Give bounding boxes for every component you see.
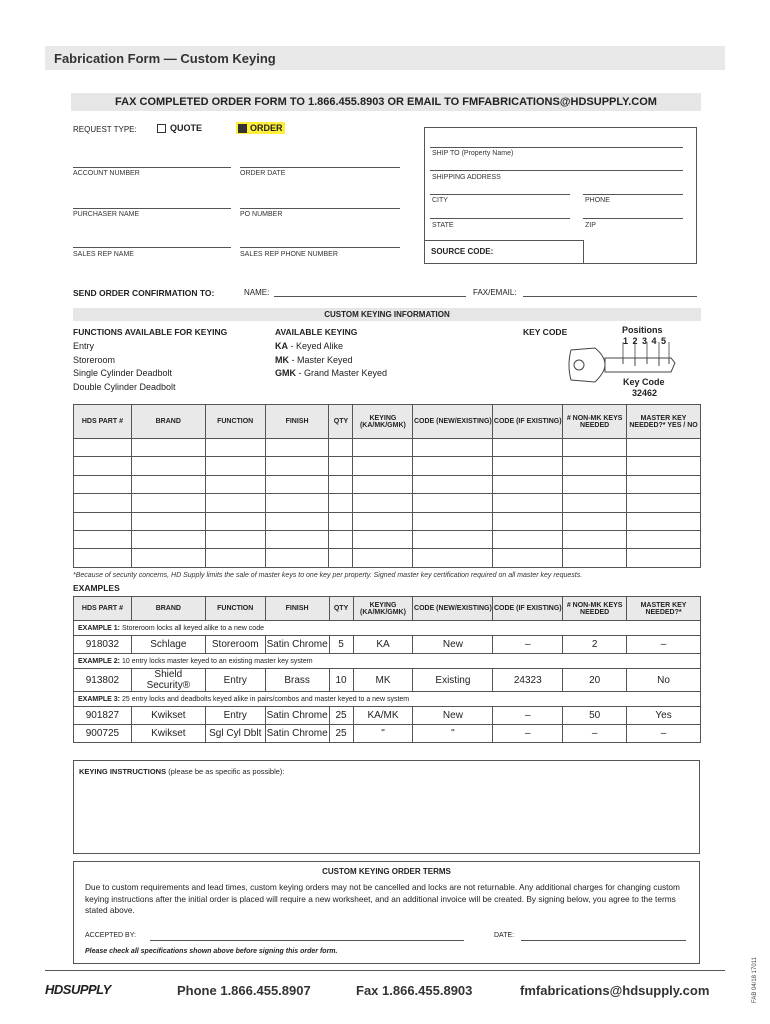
example-row [74, 669, 701, 692]
example-cell: – [563, 725, 627, 743]
order-cell[interactable] [413, 494, 493, 512]
sales-rep-phone-label: SALES REP PHONE NUMBER [240, 251, 338, 258]
example-cell: New [413, 636, 493, 654]
order-cell[interactable] [265, 530, 329, 548]
positions-label: Positions [622, 325, 663, 335]
order-cell[interactable] [205, 475, 265, 493]
order-cell[interactable] [563, 512, 627, 530]
order-cell[interactable] [627, 439, 701, 457]
request-type-label: REQUEST TYPE: [73, 125, 137, 134]
sales-rep-name-line[interactable] [73, 247, 231, 248]
example-cell: No [627, 669, 701, 692]
order-cell[interactable] [131, 494, 205, 512]
keying-item: GMK - Grand Master Keyed [275, 368, 388, 378]
example-desc: 25 entry locks and deadbolts keyed alike in pairs/combos and master keyed to a new system [121, 695, 410, 703]
col-header: HDS PART # [74, 405, 132, 439]
order-cell[interactable] [627, 549, 701, 567]
example-cell: Existing [413, 669, 493, 692]
order-cell[interactable] [493, 439, 563, 457]
example-cell: – [493, 707, 563, 725]
example-cell: Kwikset [131, 725, 205, 743]
footer-fax: Fax 1.866.455.8903 [356, 983, 473, 998]
order-cell[interactable] [563, 530, 627, 548]
order-cell[interactable] [329, 439, 353, 457]
keying-info-header: CUSTOM KEYING INFORMATION [73, 308, 701, 321]
order-cell[interactable] [131, 512, 205, 530]
city-line[interactable] [430, 194, 570, 195]
example-cell: Storeroom [205, 636, 265, 654]
address-line[interactable] [430, 170, 683, 171]
example-cell: 901827 [74, 707, 132, 725]
examples-heading: EXAMPLES [73, 583, 120, 593]
form-code: FAB 04/18 17011 [752, 957, 758, 1003]
functions-heading: FUNCTIONS AVAILABLE FOR KEYING [73, 327, 228, 337]
example-cell: KA/MK [353, 707, 413, 725]
order-cell[interactable] [563, 439, 627, 457]
order-cell[interactable] [353, 439, 413, 457]
order-option[interactable] [236, 122, 285, 134]
example-label: EXAMPLE 3: [78, 695, 121, 703]
account-number-label: ACCOUNT NUMBER [73, 170, 140, 177]
order-cell[interactable] [627, 494, 701, 512]
order-table-header [74, 405, 701, 439]
order-cell[interactable] [353, 457, 413, 475]
sales-rep-name-label: SALES REP NAME [73, 251, 134, 258]
order-cell[interactable] [329, 457, 353, 475]
date-line[interactable] [521, 940, 686, 941]
example-row [74, 636, 701, 654]
confirm-fax-line[interactable] [523, 296, 697, 297]
terms-note: Please check all specifications shown above before signing this order form. [85, 948, 338, 955]
state-label: STATE [432, 222, 454, 229]
order-cell[interactable] [353, 475, 413, 493]
po-number-label: PO NUMBER [240, 211, 283, 218]
city-label: CITY [432, 197, 448, 204]
order-cell[interactable] [74, 457, 132, 475]
example-cell: 900725 [74, 725, 132, 743]
footer-phone: Phone 1.866.455.8907 [177, 983, 311, 998]
order-cell[interactable] [74, 549, 132, 567]
example-desc: 10 entry locks master keyed to an existing master key system [121, 657, 313, 665]
example-label: EXAMPLE 1: [78, 624, 121, 632]
example-cell: " [353, 725, 413, 743]
confirm-name-line[interactable] [274, 296, 466, 297]
order-cell[interactable] [413, 439, 493, 457]
order-cell[interactable] [563, 457, 627, 475]
order-cell[interactable] [265, 494, 329, 512]
order-cell[interactable] [265, 475, 329, 493]
date-label: DATE: [494, 932, 515, 939]
order-cell[interactable] [74, 439, 132, 457]
order-cell[interactable] [353, 512, 413, 530]
order-cell[interactable] [627, 475, 701, 493]
example-cell: MK [353, 669, 413, 692]
example-cell: 24323 [493, 669, 563, 692]
example-cell: Entry [205, 669, 265, 692]
order-cell[interactable] [265, 549, 329, 567]
example-cell: Kwikset [131, 707, 205, 725]
po-number-line[interactable] [240, 208, 400, 209]
col-header: FINISH [265, 405, 329, 439]
functions-list [73, 340, 176, 394]
order-cell[interactable] [493, 494, 563, 512]
example-cell: Entry [205, 707, 265, 725]
example-label-row [74, 621, 701, 636]
function-item: Double Cylinder Deadbolt [73, 381, 176, 392]
example-cell: Satin Chrome [265, 707, 329, 725]
state-line[interactable] [430, 218, 570, 219]
order-cell[interactable] [493, 457, 563, 475]
keying-item: MK - Master Keyed [275, 354, 353, 365]
example-cell: Brass [265, 669, 329, 692]
sales-rep-phone-line[interactable] [240, 247, 400, 248]
available-keying-list [275, 340, 387, 381]
order-cell[interactable] [493, 512, 563, 530]
example-label-row [74, 692, 701, 707]
order-cell[interactable] [627, 512, 701, 530]
footer-divider [45, 970, 725, 971]
confirm-label: SEND ORDER CONFIRMATION TO: [73, 288, 215, 298]
hd-supply-logo: HDSUPPLY [45, 982, 111, 997]
col-header: FUNCTION [205, 405, 265, 439]
example-cell: KA [353, 636, 413, 654]
order-cell[interactable] [353, 530, 413, 548]
confirm-fax-label: FAX/EMAIL: [473, 288, 517, 297]
purchaser-name-label: PURCHASER NAME [73, 211, 140, 218]
order-cell[interactable] [627, 530, 701, 548]
order-cell[interactable] [74, 475, 132, 493]
col-header: BRAND [131, 405, 205, 439]
terms-box [73, 861, 700, 964]
order-cell[interactable] [563, 549, 627, 567]
order-cell[interactable] [131, 475, 205, 493]
quote-checkbox[interactable] [157, 124, 166, 133]
examples-table [73, 596, 701, 743]
col-header: # NON-MK KEYS NEEDED [563, 405, 627, 439]
key-code-label: Key Code [623, 377, 665, 387]
order-cell[interactable] [329, 530, 353, 548]
order-table [73, 404, 701, 568]
title-bar [45, 46, 725, 70]
example-cell: 50 [563, 707, 627, 725]
example-row [74, 707, 701, 725]
example-cell: Satin Chrome [265, 636, 329, 654]
example-cell: – [627, 636, 701, 654]
order-cell[interactable] [353, 549, 413, 567]
example-cell: – [627, 725, 701, 743]
col-header: MASTER KEY NEEDED?* YES / NO [627, 405, 701, 439]
order-cell[interactable] [493, 549, 563, 567]
order-cell[interactable] [493, 475, 563, 493]
example-cell: 25 [329, 707, 353, 725]
order-cell[interactable] [131, 457, 205, 475]
terms-body: Due to custom requirements and lead times, custom keying orders may not be cancelled and locks are not returnable. Any additional charges for changing custom keying instructions after the initial order is placed will require a new worksheet, and an additional invoice will be created. By signing below, you agree to the terms stated above. [85, 882, 680, 915]
order-cell[interactable] [205, 457, 265, 475]
example-cell: 5 [329, 636, 353, 654]
order-row [74, 530, 701, 548]
example-cell: Schlage [131, 636, 205, 654]
col-header: KEYING (KA/MK/GMK) [353, 405, 413, 439]
col-header: QTY [329, 405, 353, 439]
order-cell[interactable] [627, 457, 701, 475]
keying-instructions-heading: KEYING INSTRUCTIONS [79, 767, 167, 776]
ship-to-label: SHIP TO (Property Name) [432, 150, 514, 157]
example-label: EXAMPLE 2: [78, 657, 121, 665]
footnote: *Because of security concerns, HD Supply limits the sale of master keys to one key per property. Signed master key certification required on all master key requests. [73, 572, 583, 579]
address-label: SHIPPING ADDRESS [432, 174, 501, 181]
order-cell[interactable] [131, 549, 205, 567]
example-label-row [74, 654, 701, 669]
order-cell[interactable] [74, 494, 132, 512]
ship-to-line[interactable] [430, 147, 683, 148]
source-code-label: SOURCE CODE: [431, 247, 494, 256]
order-cell[interactable] [413, 475, 493, 493]
order-cell[interactable] [563, 475, 627, 493]
key-code-value: 32462 [632, 388, 658, 398]
example-cell: Yes [627, 707, 701, 725]
order-cell[interactable] [329, 494, 353, 512]
example-cell: 918032 [74, 636, 132, 654]
example-cell: 913802 [74, 669, 132, 692]
zip-label: ZIP [585, 222, 596, 229]
function-item: Entry [73, 341, 95, 351]
order-checkbox[interactable] [238, 124, 247, 133]
order-cell[interactable] [205, 494, 265, 512]
order-cell[interactable] [329, 512, 353, 530]
keying-instructions-hint: (please be as specific as possible): [168, 767, 285, 776]
example-cell: 10 [329, 669, 353, 692]
order-row [74, 439, 701, 457]
function-item: Storeroom [73, 354, 116, 365]
footer-email: fmfabrications@hdsupply.com [520, 983, 710, 998]
order-row [74, 475, 701, 493]
order-cell[interactable] [265, 457, 329, 475]
example-cell: Sgl Cyl Dblt [205, 725, 265, 743]
order-label: ORDER [250, 123, 283, 133]
phone-line[interactable] [583, 194, 683, 195]
example-cell: 2 [563, 636, 627, 654]
example-desc: Storeroom locks all keyed alike to a new code [121, 624, 264, 632]
order-cell[interactable] [131, 439, 205, 457]
quote-label: QUOTE [170, 123, 203, 133]
order-cell[interactable] [74, 530, 132, 548]
order-cell[interactable] [413, 457, 493, 475]
order-cell[interactable] [413, 530, 493, 548]
order-cell[interactable] [131, 530, 205, 548]
order-row [74, 494, 701, 512]
order-row [74, 549, 701, 567]
purchaser-name-line[interactable] [73, 208, 231, 209]
example-cell: New [413, 707, 493, 725]
order-cell[interactable] [353, 494, 413, 512]
page-title: Fabrication Form — Custom Keying [54, 51, 276, 66]
zip-line[interactable] [583, 218, 683, 219]
source-code-box[interactable] [424, 240, 584, 264]
order-cell[interactable] [265, 512, 329, 530]
quote-option[interactable] [157, 123, 202, 133]
function-item: Single Cylinder Deadbolt [73, 368, 173, 378]
order-cell[interactable] [329, 475, 353, 493]
order-cell[interactable] [493, 530, 563, 548]
confirm-name-label: NAME: [244, 288, 270, 297]
example-cell: Shield Security® [131, 669, 205, 692]
example-cell: " [413, 725, 493, 743]
order-cell[interactable] [563, 494, 627, 512]
order-date-label: ORDER DATE [240, 170, 286, 177]
order-row [74, 512, 701, 530]
positions-digits: 1 2 3 4 5 [623, 336, 668, 346]
col-header: CODE (IF EXISTING) [493, 405, 563, 439]
terms-heading: CUSTOM KEYING ORDER TERMS [322, 867, 451, 876]
order-date-line[interactable] [240, 167, 400, 168]
order-cell[interactable] [413, 549, 493, 567]
example-cell: Satin Chrome [265, 725, 329, 743]
order-cell[interactable] [329, 549, 353, 567]
example-cell: – [493, 636, 563, 654]
order-cell[interactable] [205, 512, 265, 530]
keying-item: KA - Keyed Alike [275, 341, 344, 351]
accepted-by-line[interactable] [150, 940, 464, 941]
example-row [74, 725, 701, 743]
available-keying-heading: AVAILABLE KEYING [275, 327, 358, 337]
accepted-by-label: ACCEPTED BY: [85, 932, 136, 939]
col-header: CODE (NEW/EXISTING) [413, 405, 493, 439]
keying-instructions-box[interactable] [73, 760, 700, 854]
order-row [74, 457, 701, 475]
order-cell[interactable] [205, 549, 265, 567]
order-cell[interactable] [265, 439, 329, 457]
order-cell[interactable] [413, 512, 493, 530]
examples-table-header: HDS PART # BRAND FUNCTION FINISH QTY KEYING (KA/MK/GMK) CODE (NEW/EXISTING) CODE (IF EXISTING) # NON-MK KEYS NEEDED MASTER KEY NEEDED?* [74, 597, 701, 621]
order-cell[interactable] [205, 439, 265, 457]
fax-banner: FAX COMPLETED ORDER FORM TO 1.866.455.8903 OR EMAIL TO FMFABRICATIONS@HDSUPPLY.COM [71, 93, 701, 111]
key-code-heading: KEY CODE [523, 327, 568, 337]
order-cell[interactable] [205, 530, 265, 548]
phone-label: PHONE [585, 197, 610, 204]
example-cell: 25 [329, 725, 353, 743]
account-number-line[interactable] [73, 167, 231, 168]
example-cell: 20 [563, 669, 627, 692]
example-cell: – [493, 725, 563, 743]
order-cell[interactable] [74, 512, 132, 530]
